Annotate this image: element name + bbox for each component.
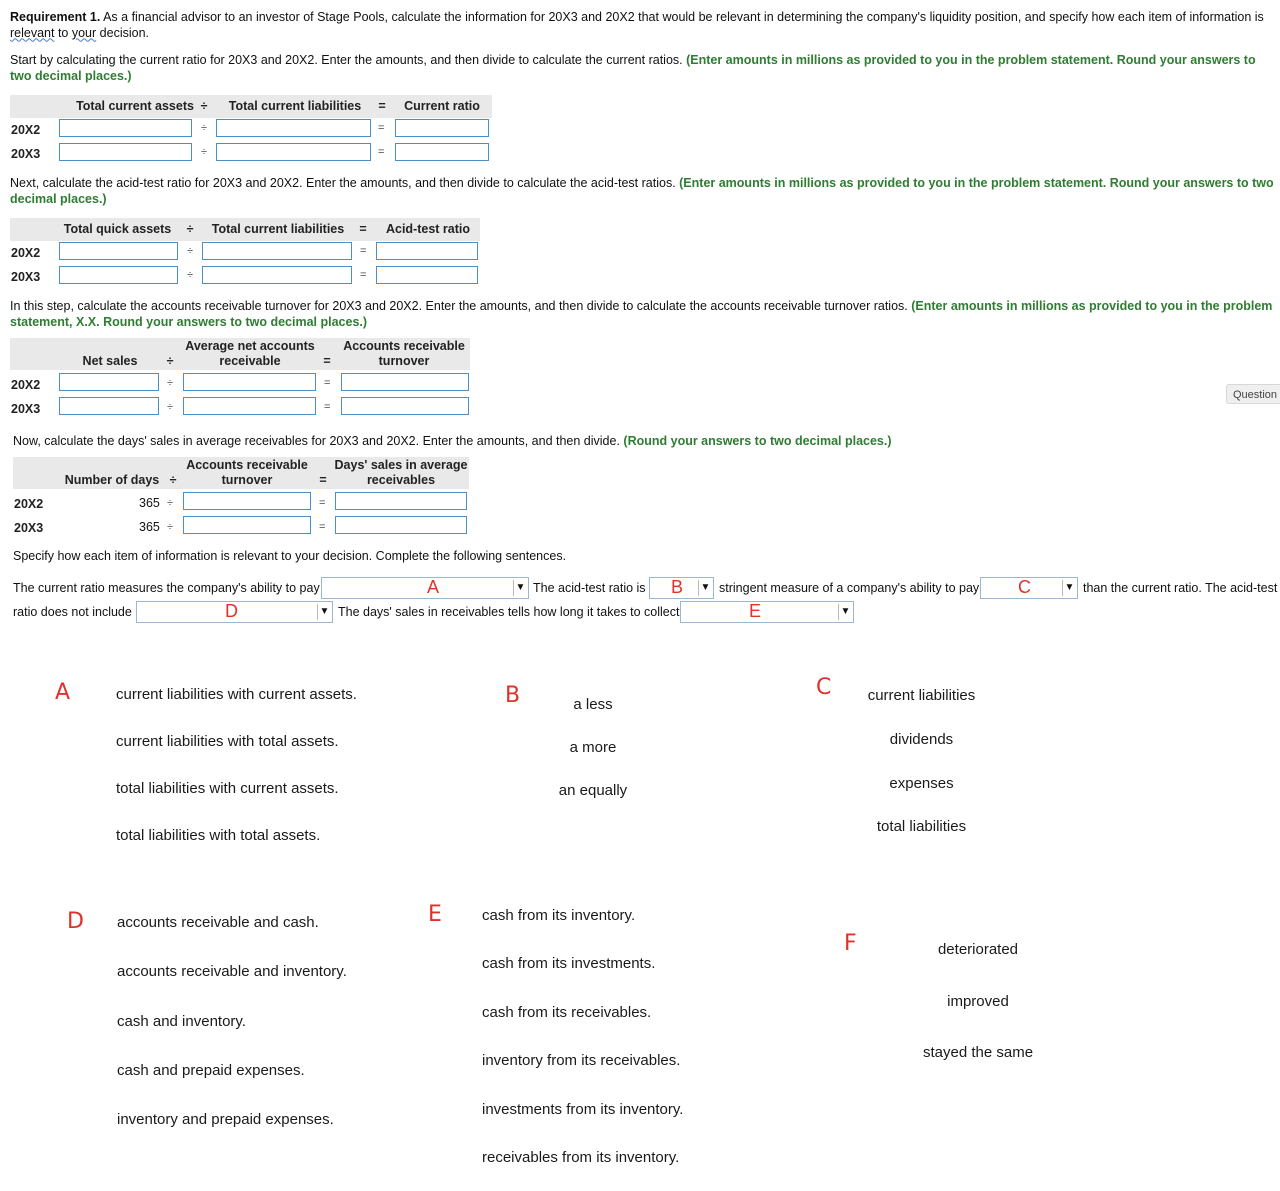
option-e-4: inventory from its receivables. — [482, 1052, 681, 1069]
equals-sign: = — [319, 497, 326, 509]
handwritten-c-mark: C — [1018, 577, 1031, 597]
option-a-4: total liabilities with total assets. — [116, 827, 321, 844]
header-divide: ÷ — [166, 354, 174, 368]
chevron-down-icon: ▼ — [1062, 580, 1076, 596]
equals-sign: = — [324, 377, 331, 389]
handwritten-e-mark: E — [749, 601, 762, 621]
handwritten-d-mark: D — [225, 601, 238, 621]
acid-current-liabilities-20x2-input[interactable] — [202, 242, 352, 260]
current-liabilities-20x2-input[interactable] — [216, 119, 371, 137]
sentence-acid-test-is: The acid-test ratio is — [533, 581, 646, 595]
current-ratio-header — [10, 95, 492, 118]
intro-text-decision: decision. — [96, 25, 149, 40]
sentence-does-not-include: ratio does not include — [13, 605, 132, 619]
row-label-20x2: 20X2 — [11, 246, 41, 260]
intro-text: As a financial advisor to an investor of Stage Pools, calculate the information for 20X3 and 20X2 that would be relevant in determining the company's liquidity position, and specify how each item of information is — [100, 10, 1264, 24]
days-sales-instructions — [13, 434, 1278, 450]
option-a-1: current liabilities with current assets. — [116, 686, 357, 703]
header-equals: = — [319, 473, 327, 487]
days-sales-20x2-input[interactable] — [335, 492, 467, 510]
dropdown-b[interactable] — [649, 577, 714, 599]
acid-test-instructions — [10, 176, 1275, 207]
option-e-3: cash from its receivables. — [482, 1004, 652, 1021]
intro-text-to: to — [54, 25, 72, 40]
option-b-2: a more — [569, 739, 617, 756]
handwritten-letter-d: D — [67, 909, 84, 934]
option-f-3: stayed the same — [922, 1044, 1034, 1061]
row-label-20x2: 20X2 — [11, 123, 41, 137]
days-sales-text: Now, calculate the days' sales in average receivables for 20X3 and 20X2. Enter the amounts, and then divide. — [13, 434, 624, 448]
ar-turnover-20x3-input[interactable] — [341, 397, 469, 415]
divide-sign: ÷ — [187, 245, 194, 257]
handwritten-letter-c: C — [816, 675, 832, 700]
row-label-20x3: 20X3 — [11, 147, 41, 161]
current-ratio-20x3-input[interactable] — [395, 143, 489, 161]
current-ratio-text: Start by calculating the current ratio for 20X3 and 20X2. Enter the amounts, and then divide to calculate the current ratios. — [10, 53, 687, 67]
chevron-down-icon: ▼ — [317, 604, 331, 620]
divide-sign: ÷ — [167, 521, 174, 533]
sentence-current-ratio: The current ratio measures the company's ability to pay — [13, 581, 320, 595]
current-assets-20x3-input[interactable] — [59, 143, 192, 161]
dropdown-a[interactable] — [321, 577, 529, 599]
header-total-current-liabilities: Total current liabilities — [228, 99, 362, 113]
equals-sign: = — [324, 401, 331, 413]
net-sales-20x2-input[interactable] — [59, 373, 159, 391]
option-a-3: total liabilities with current assets. — [116, 780, 339, 797]
current-assets-20x2-input[interactable] — [59, 119, 192, 137]
equals-sign: = — [378, 146, 385, 158]
equals-sign: = — [360, 245, 367, 257]
handwritten-letter-a: A — [55, 680, 71, 705]
option-e-6: receivables from its inventory. — [482, 1149, 680, 1166]
current-ratio-instruction: (Enter amounts in millions as provided to you in the problem statement. Round your answers to two decimal places.) — [10, 53, 1256, 83]
current-liabilities-20x3-input[interactable] — [216, 143, 371, 161]
header-days-sales: Days' sales in average receivables — [334, 458, 468, 487]
specify-instructions: Specify how each item of information is relevant to your decision. Complete the following sentences. — [13, 549, 567, 563]
header-ar-turnover: Accounts receivable turnover — [186, 458, 308, 487]
ar-turnover-instruction: (Enter amounts in millions as provided to you in the problem statement, X.X. Round your answers to two decimal places.) — [10, 299, 1273, 329]
divide-sign: ÷ — [167, 497, 174, 509]
acid-current-liabilities-20x3-input[interactable] — [202, 266, 352, 284]
sentence-than-current: than the current ratio. The acid-test — [1083, 581, 1278, 595]
current-ratio-instructions — [10, 53, 1275, 84]
handwritten-a-mark: A — [427, 577, 440, 597]
dropdown-d[interactable] — [136, 601, 333, 623]
chevron-down-icon: ▼ — [698, 580, 712, 596]
row-label-20x3: 20X3 — [14, 521, 44, 535]
header-number-of-days: Number of days — [64, 473, 160, 487]
header-net-sales: Net sales — [82, 354, 138, 368]
header-total-current-assets: Total current assets — [76, 99, 194, 113]
header-acid-test-ratio: Acid-test ratio — [385, 222, 471, 236]
days-sales-20x3-input[interactable] — [335, 516, 467, 534]
option-d-4: cash and prepaid expenses. — [117, 1062, 305, 1079]
divide-sign: ÷ — [201, 146, 208, 158]
option-f-1: deteriorated — [937, 941, 1019, 958]
acid-test-ratio-20x3-input[interactable] — [376, 266, 478, 284]
dropdown-c[interactable] — [980, 577, 1078, 599]
current-ratio-20x2-input[interactable] — [395, 119, 489, 137]
ar-turnover-header — [10, 338, 470, 370]
dropdown-e[interactable] — [680, 601, 854, 623]
header-current-ratio: Current ratio — [404, 99, 480, 113]
equals-sign: = — [319, 521, 326, 533]
equals-sign: = — [378, 122, 385, 134]
option-d-2: accounts receivable and inventory. — [117, 963, 347, 980]
divide-sign: ÷ — [167, 377, 174, 389]
acid-test-ratio-20x2-input[interactable] — [376, 242, 478, 260]
header-divide: ÷ — [200, 99, 208, 113]
header-equals: = — [378, 99, 386, 113]
handwritten-b-mark: B — [671, 577, 684, 597]
handwritten-letter-e: E — [428, 902, 442, 927]
option-a-2: current liabilities with total assets. — [116, 733, 339, 750]
row-label-20x2: 20X2 — [14, 497, 44, 511]
sentence-days-sales: The days' sales in receivables tells how long it takes to collect — [338, 605, 680, 619]
option-c-2: dividends — [889, 731, 954, 748]
chevron-down-icon: ▼ — [838, 604, 852, 620]
option-b-1: a less — [573, 696, 613, 713]
days-sales-instruction: (Round your answers to two decimal places.) — [623, 434, 892, 448]
days-turnover-20x3-input[interactable] — [183, 516, 311, 534]
option-e-5: investments from its inventory. — [482, 1101, 684, 1118]
days-value-20x3: 365 — [139, 520, 160, 534]
avg-receivable-20x3-input[interactable] — [183, 397, 316, 415]
intro-text-relevant: relevant — [10, 25, 55, 40]
equals-sign: = — [360, 269, 367, 281]
header-divide: ÷ — [169, 473, 177, 487]
option-f-2: improved — [947, 993, 1009, 1010]
option-b-3: an equally — [558, 782, 628, 799]
option-c-1: current liabilities — [867, 687, 976, 704]
acid-test-text: Next, calculate the acid-test ratio for 20X3 and 20X2. Enter the amounts, and then divide to calculate the acid-test ratios. — [10, 176, 680, 190]
chevron-down-icon: ▼ — [513, 580, 527, 596]
option-d-1: accounts receivable and cash. — [117, 914, 319, 931]
acid-test-header — [10, 218, 480, 241]
option-e-2: cash from its investments. — [482, 955, 656, 972]
divide-sign: ÷ — [167, 401, 174, 413]
net-sales-20x3-input[interactable] — [59, 397, 159, 415]
header-average-net-accounts-receivable: Average net accounts receivable — [185, 339, 315, 368]
header-divide: ÷ — [186, 222, 194, 236]
quick-assets-20x2-input[interactable] — [59, 242, 178, 260]
option-c-3: expenses — [889, 775, 954, 792]
ar-turnover-instructions — [10, 299, 1275, 330]
question-side-tab[interactable]: Question — [1226, 384, 1280, 404]
days-value-20x2: 365 — [139, 496, 160, 510]
handwritten-letter-f: F — [844, 931, 857, 956]
header-total-quick-assets: Total quick assets — [63, 222, 172, 236]
option-d-3: cash and inventory. — [117, 1013, 246, 1030]
option-e-1: cash from its inventory. — [482, 907, 636, 924]
header-equals: = — [359, 222, 367, 236]
sentence-stringent: stringent measure of a company's ability to pay — [719, 581, 980, 595]
intro-paragraph — [10, 10, 1275, 41]
row-label-20x3: 20X3 — [11, 402, 41, 416]
quick-assets-20x3-input[interactable] — [59, 266, 178, 284]
header-accounts-receivable-turnover: Accounts receivable turnover — [343, 339, 465, 368]
requirement-label: Requirement 1. — [10, 10, 101, 24]
ar-turnover-20x2-input[interactable] — [341, 373, 469, 391]
days-sales-header — [13, 457, 469, 489]
row-label-20x3: 20X3 — [11, 270, 41, 284]
header-total-current-liabilities: Total current liabilities — [211, 222, 345, 236]
acid-test-instruction: (Enter amounts in millions as provided to you in the problem statement. Round your answers to two decimal places.) — [10, 176, 1274, 206]
option-d-5: inventory and prepaid expenses. — [117, 1111, 334, 1128]
handwritten-letter-b: B — [505, 683, 521, 708]
avg-receivable-20x2-input[interactable] — [183, 373, 316, 391]
option-c-4: total liabilities — [876, 818, 967, 835]
days-turnover-20x2-input[interactable] — [183, 492, 311, 510]
header-equals: = — [323, 354, 331, 368]
row-label-20x2: 20X2 — [11, 378, 41, 392]
divide-sign: ÷ — [201, 122, 208, 134]
ar-turnover-text: In this step, calculate the accounts receivable turnover for 20X3 and 20X2. Enter the amounts, and then divide to calculate the accounts receivable turnover ratios. — [10, 299, 912, 313]
intro-text-your: your — [71, 25, 97, 40]
divide-sign: ÷ — [187, 269, 194, 281]
